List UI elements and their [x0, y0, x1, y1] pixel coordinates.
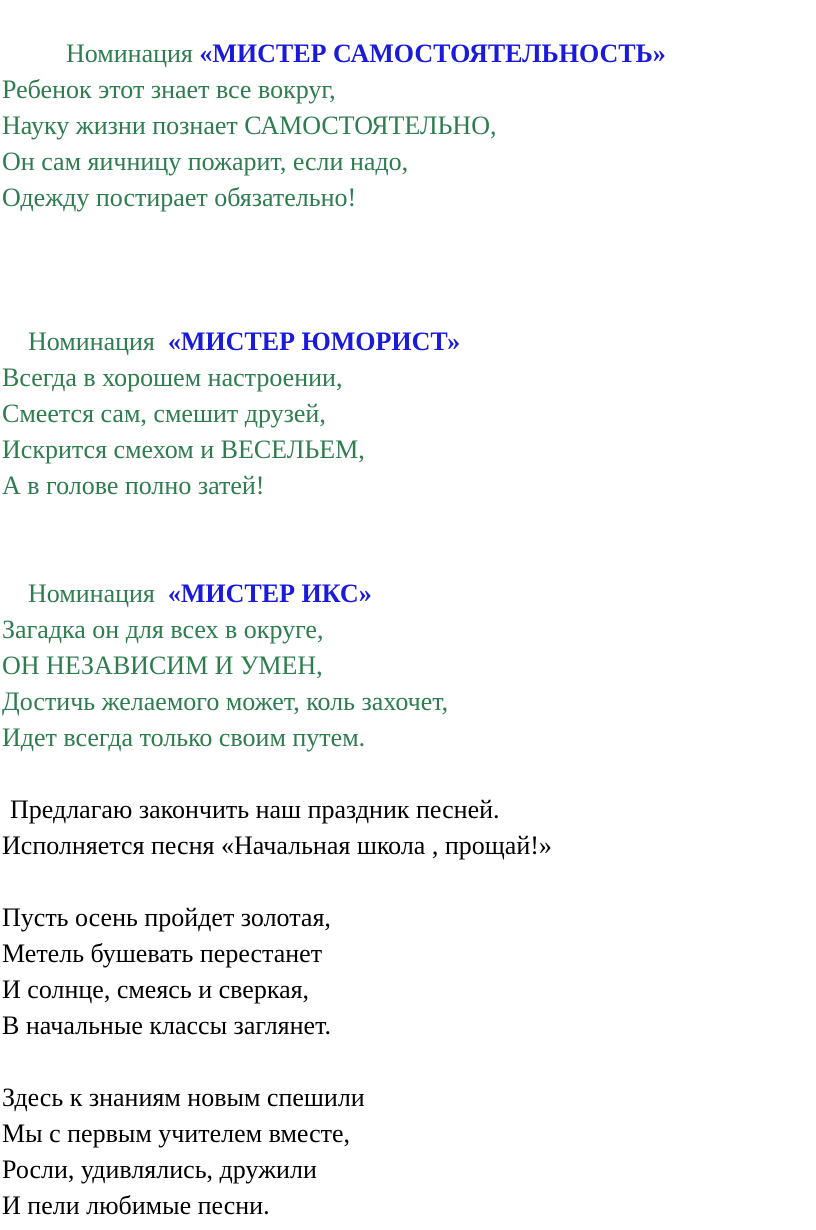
verse-3 [2, 612, 814, 756]
document-page [2, 0, 814, 1224]
song-line: Росли, удивлялись, дружили [2, 1155, 317, 1184]
nomination-heading-1 [2, 0, 814, 68]
verse-1 [2, 72, 814, 216]
song-line: И пели любимые песни. [2, 1191, 270, 1220]
spacer [2, 504, 814, 540]
verse-line: Одежду постирает обязательно! [2, 183, 357, 212]
verse-line: А в голове полно затей! [2, 471, 265, 500]
verse-line: Ребенок этот знает все вокруг, [2, 75, 336, 104]
nomination-prefix: Номинация [28, 327, 168, 356]
verse-line: Достичь желаемого может, коль захочет, [2, 687, 449, 716]
nomination-title: «МИСТЕР САМОСТОЯТЕЛЬНОСТЬ» [199, 39, 666, 68]
song-stanza-1 [2, 900, 814, 1044]
verse-line: ОН НЕЗАВИСИМ И УМЕН, [2, 651, 323, 680]
verse-2 [2, 360, 814, 504]
verse-line: Всегда в хорошем настроении, [2, 363, 343, 392]
nomination-prefix: Номинация [28, 579, 168, 608]
nomination-title: «МИСТЕР ЮМОРИСТ» [167, 327, 461, 356]
spacer [2, 864, 814, 900]
nomination-prefix: Номинация [66, 39, 200, 68]
song-line: Здесь к знаниям новым спешили [2, 1083, 365, 1112]
verse-line: Искрится смехом и ВЕСЕЛЬЕМ, [2, 435, 365, 464]
spacer [2, 1044, 814, 1080]
verse-line: Науку жизни познает САМОСТОЯТЕЛЬНО, [2, 111, 497, 140]
nomination-title: «МИСТЕР ИКС» [167, 579, 372, 608]
spacer [2, 756, 814, 792]
song-line: Мы с первым учителем вместе, [2, 1119, 351, 1148]
spacer [2, 252, 814, 288]
verse-line: Загадка он для всех в округе, [2, 615, 324, 644]
song-line: Пусть осень пройдет золотая, [2, 903, 331, 932]
spacer [2, 216, 814, 252]
song-line: Метель бушевать перестанет [2, 939, 323, 968]
closing-line: Предлагаю закончить наш праздник песней. [10, 795, 500, 824]
closing-announcement [2, 792, 814, 864]
song-line: В начальные классы заглянет. [2, 1011, 331, 1040]
song-line: И солнце, смеясь и сверкая, [2, 975, 310, 1004]
verse-line: Идет всегда только своим путем. [2, 723, 366, 752]
song-stanza-2 [2, 1080, 814, 1224]
closing-line: Исполняется песня «Начальная школа , прощай!» [2, 831, 552, 860]
verse-line: Он сам яичницу пожарит, если надо, [2, 147, 409, 176]
nomination-heading-2 [2, 288, 814, 356]
verse-line: Смеется сам, смешит друзей, [2, 399, 326, 428]
nomination-heading-3 [2, 540, 814, 608]
